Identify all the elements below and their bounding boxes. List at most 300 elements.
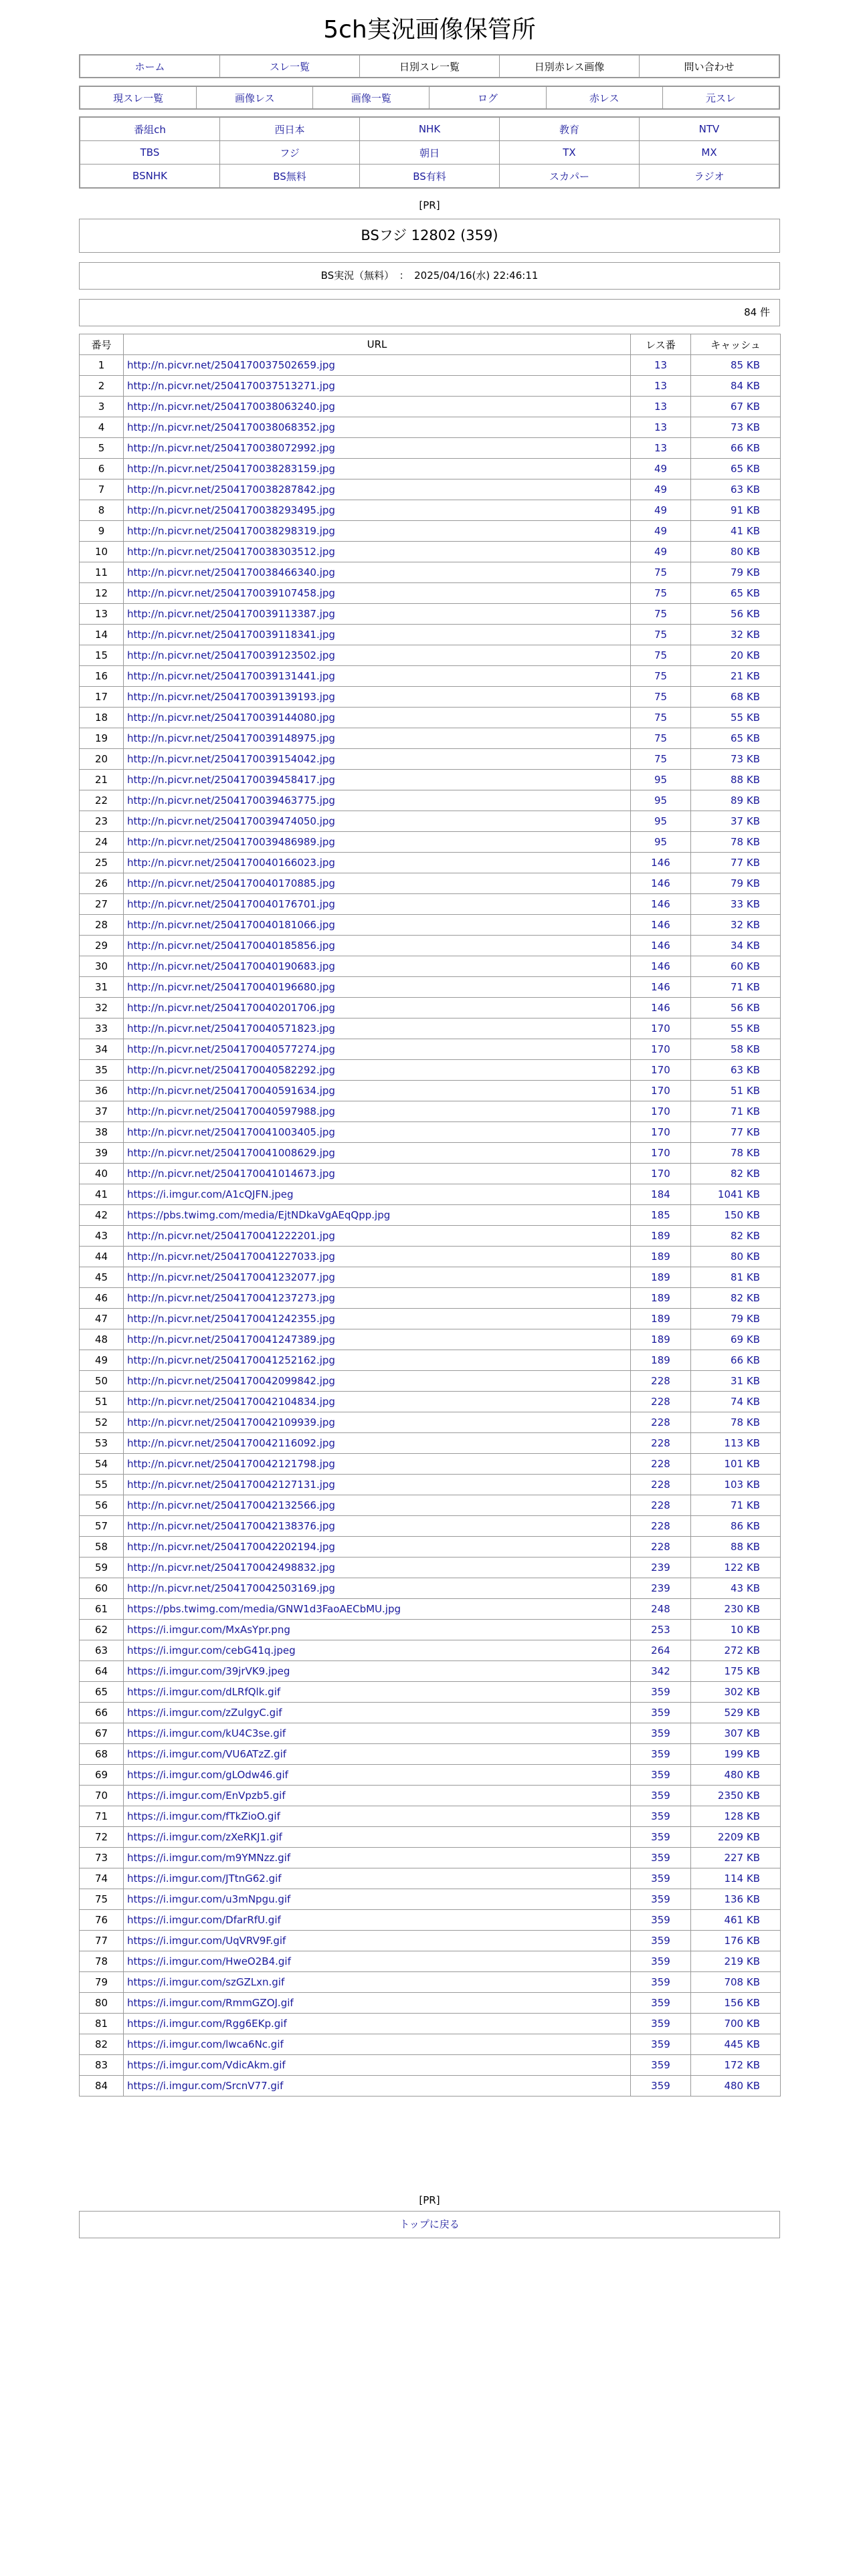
image-url-link[interactable]: http://n.picvr.net/2504170038283159.jpg [124,459,631,479]
cache-size-link[interactable]: 480 KB [691,1765,781,1786]
res-number-link[interactable]: 264 [631,1640,691,1661]
channel-link[interactable]: スカパー [500,165,640,188]
image-url-link[interactable]: http://n.picvr.net/2504170039139193.jpg [124,687,631,708]
res-number-link[interactable]: 228 [631,1454,691,1475]
image-url-link[interactable]: http://n.picvr.net/2504170038068352.jpg [124,417,631,438]
cache-size-link[interactable]: 175 KB [691,1661,781,1682]
cache-size-link[interactable]: 56 KB [691,604,781,625]
image-url-link[interactable]: https://i.imgur.com/JTtnG62.gif [124,1868,631,1889]
cache-size-link[interactable]: 156 KB [691,1993,781,2014]
res-number-link[interactable]: 146 [631,894,691,915]
res-number-link[interactable]: 13 [631,355,691,376]
cache-size-link[interactable]: 700 KB [691,2014,781,2034]
image-url-link[interactable]: http://n.picvr.net/2504170038072992.jpg [124,438,631,459]
image-url-link[interactable]: https://pbs.twimg.com/media/EjtNDkaVgAEqQpp.jpg [124,1205,631,1226]
image-url-link[interactable]: https://pbs.twimg.com/media/GNW1d3FaoAECbMU.jpg [124,1599,631,1620]
channel-link[interactable]: NHK [360,118,500,141]
image-url-link[interactable]: https://i.imgur.com/SrcnV77.gif [124,2076,631,2097]
image-url-link[interactable]: http://n.picvr.net/2504170039154042.jpg [124,749,631,770]
cache-size-link[interactable]: 272 KB [691,1640,781,1661]
image-url-link[interactable]: https://i.imgur.com/cebG41q.jpeg [124,1640,631,1661]
nav-image-list-link[interactable]: 画像一覧 [313,87,430,109]
res-number-link[interactable]: 228 [631,1537,691,1558]
res-number-link[interactable]: 359 [631,1910,691,1931]
image-url-link[interactable]: http://n.picvr.net/2504170038303512.jpg [124,542,631,562]
cache-size-link[interactable]: 60 KB [691,956,781,977]
res-number-link[interactable]: 146 [631,853,691,873]
res-number-link[interactable]: 75 [631,708,691,728]
cache-size-link[interactable]: 230 KB [691,1599,781,1620]
image-url-link[interactable]: http://n.picvr.net/2504170041252162.jpg [124,1350,631,1371]
image-url-link[interactable]: https://i.imgur.com/UqVRV9F.gif [124,1931,631,1951]
res-number-link[interactable]: 189 [631,1288,691,1309]
res-number-link[interactable]: 248 [631,1599,691,1620]
res-number-link[interactable]: 13 [631,376,691,397]
cache-size-link[interactable]: 113 KB [691,1433,781,1454]
image-url-link[interactable]: https://i.imgur.com/DfarRfU.gif [124,1910,631,1931]
cache-size-link[interactable]: 65 KB [691,459,781,479]
row-number: 66 [80,1703,124,1723]
channel-link[interactable]: フジ [220,141,360,165]
image-url-link[interactable]: http://n.picvr.net/2504170042109939.jpg [124,1412,631,1433]
channel-link[interactable]: ラジオ [640,165,779,188]
cache-size-link[interactable]: 10 KB [691,1620,781,1640]
image-url-link[interactable]: http://n.picvr.net/2504170037502659.jpg [124,355,631,376]
image-url-link[interactable]: http://n.picvr.net/2504170042121798.jpg [124,1454,631,1475]
table-row [80,1682,781,1703]
cache-size-link[interactable]: 84 KB [691,376,781,397]
res-number-link[interactable]: 75 [631,604,691,625]
image-url-link[interactable]: http://n.picvr.net/2504170041227033.jpg [124,1247,631,1267]
image-url-link[interactable]: http://n.picvr.net/2504170041242355.jpg [124,1309,631,1329]
image-url-link[interactable]: http://n.picvr.net/2504170041008629.jpg [124,1143,631,1164]
image-url-link[interactable]: http://n.picvr.net/2504170038293495.jpg [124,500,631,521]
res-number-link[interactable]: 359 [631,2055,691,2076]
nav-daily-threads-link[interactable]: 日別スレ一覧 [360,56,500,78]
res-number-link[interactable]: 146 [631,915,691,936]
res-number-link[interactable]: 359 [631,1806,691,1827]
res-number-link[interactable]: 228 [631,1392,691,1412]
cache-size-link[interactable]: 80 KB [691,1247,781,1267]
image-url-link[interactable]: https://i.imgur.com/Rgg6EKp.gif [124,2014,631,2034]
res-number-link[interactable]: 75 [631,666,691,687]
cache-size-link[interactable]: 122 KB [691,1558,781,1578]
res-number-link[interactable]: 359 [631,1993,691,2014]
cache-size-link[interactable]: 461 KB [691,1910,781,1931]
image-url-link[interactable]: https://i.imgur.com/dLRfQlk.gif [124,1682,631,1703]
res-number-link[interactable]: 359 [631,1765,691,1786]
res-number-link[interactable]: 95 [631,832,691,853]
cache-size-link[interactable]: 89 KB [691,790,781,811]
cache-size-link[interactable]: 2350 KB [691,1786,781,1806]
board-info: BS実況（無料） ： 2025/04/16(水) 22:46:11 [79,262,780,290]
cache-size-link[interactable]: 65 KB [691,728,781,749]
res-number-link[interactable]: 146 [631,956,691,977]
res-number-link[interactable]: 359 [631,2034,691,2055]
res-number-link[interactable]: 170 [631,1060,691,1081]
cache-size-link[interactable]: 88 KB [691,1537,781,1558]
cache-size-link[interactable]: 101 KB [691,1454,781,1475]
res-number-link[interactable]: 359 [631,2076,691,2097]
res-number-link[interactable]: 359 [631,1972,691,1993]
cache-size-link[interactable]: 51 KB [691,1081,781,1101]
image-url-link[interactable]: http://n.picvr.net/2504170039131441.jpg [124,666,631,687]
res-number-link[interactable]: 75 [631,583,691,604]
image-url-link[interactable]: http://n.picvr.net/2504170040201706.jpg [124,998,631,1018]
res-number-link[interactable]: 170 [631,1164,691,1184]
table-row [80,1723,781,1744]
cache-size-link[interactable]: 86 KB [691,1516,781,1537]
cache-size-link[interactable]: 55 KB [691,708,781,728]
res-number-link[interactable]: 13 [631,438,691,459]
nav-red-res-link[interactable]: 赤レス [546,87,662,109]
image-url-link[interactable]: https://i.imgur.com/EnVpzb5.gif [124,1786,631,1806]
image-url-link[interactable]: http://n.picvr.net/2504170041247389.jpg [124,1329,631,1350]
res-number-link[interactable]: 49 [631,521,691,542]
res-number-link[interactable]: 359 [631,1889,691,1910]
res-number-link[interactable]: 146 [631,998,691,1018]
res-number-link[interactable]: 170 [631,1081,691,1101]
cache-size-link[interactable]: 88 KB [691,770,781,790]
channel-link[interactable]: TBS [80,141,220,165]
cache-size-link[interactable]: 68 KB [691,687,781,708]
cache-size-link[interactable]: 74 KB [691,1392,781,1412]
image-url-link[interactable]: https://i.imgur.com/fTkZioO.gif [124,1806,631,1827]
cache-size-link[interactable]: 82 KB [691,1164,781,1184]
cache-size-link[interactable]: 176 KB [691,1931,781,1951]
cache-size-link[interactable]: 71 KB [691,1495,781,1516]
cache-size-link[interactable]: 31 KB [691,1371,781,1392]
back-to-top-link[interactable]: トップに戻る [79,2211,780,2238]
cache-size-link[interactable]: 66 KB [691,438,781,459]
channel-link[interactable]: 教育 [500,118,640,141]
res-number-link[interactable]: 75 [631,625,691,645]
image-url-link[interactable]: http://n.picvr.net/2504170040597988.jpg [124,1101,631,1122]
table-row [80,770,781,790]
image-url-link[interactable]: https://i.imgur.com/VdicAkm.gif [124,2055,631,2076]
image-url-link[interactable]: https://i.imgur.com/kU4C3se.gif [124,1723,631,1744]
image-url-link[interactable]: http://n.picvr.net/2504170038063240.jpg [124,397,631,417]
cache-size-link[interactable]: 41 KB [691,521,781,542]
cache-size-link[interactable]: 71 KB [691,1101,781,1122]
image-url-link[interactable]: http://n.picvr.net/2504170042498832.jpg [124,1558,631,1578]
cache-size-link[interactable]: 34 KB [691,936,781,956]
res-number-link[interactable]: 359 [631,2014,691,2034]
res-number-link[interactable]: 75 [631,562,691,583]
cache-size-link[interactable]: 66 KB [691,1350,781,1371]
image-url-link[interactable]: http://n.picvr.net/2504170040591634.jpg [124,1081,631,1101]
res-number-link[interactable]: 146 [631,977,691,998]
image-url-link[interactable]: https://i.imgur.com/VU6ATzZ.gif [124,1744,631,1765]
cache-size-link[interactable]: 63 KB [691,1060,781,1081]
res-number-link[interactable]: 170 [631,1018,691,1039]
res-number-link[interactable]: 49 [631,500,691,521]
res-number-link[interactable]: 228 [631,1475,691,1495]
image-url-link[interactable]: http://n.picvr.net/2504170039458417.jpg [124,770,631,790]
image-url-link[interactable]: https://i.imgur.com/39jrVK9.jpeg [124,1661,631,1682]
cache-size-link[interactable]: 56 KB [691,998,781,1018]
cache-size-link[interactable]: 78 KB [691,1143,781,1164]
res-number-link[interactable]: 228 [631,1412,691,1433]
res-number-link[interactable]: 189 [631,1226,691,1247]
image-url-link[interactable]: http://n.picvr.net/2504170039123502.jpg [124,645,631,666]
res-number-link[interactable]: 228 [631,1371,691,1392]
cache-size-link[interactable]: 37 KB [691,811,781,832]
row-number: 23 [80,811,124,832]
cache-size-link[interactable]: 58 KB [691,1039,781,1060]
image-url-link[interactable]: http://n.picvr.net/2504170042104834.jpg [124,1392,631,1412]
image-url-link[interactable]: https://i.imgur.com/szGZLxn.gif [124,1972,631,1993]
nav-image-res-link[interactable]: 画像レス [197,87,313,109]
cache-size-link[interactable]: 79 KB [691,1309,781,1329]
image-url-link[interactable]: http://n.picvr.net/2504170040582292.jpg [124,1060,631,1081]
res-number-link[interactable]: 146 [631,873,691,894]
res-number-link[interactable]: 170 [631,1122,691,1143]
row-number: 65 [80,1682,124,1703]
image-url-link[interactable]: http://n.picvr.net/2504170040571823.jpg [124,1018,631,1039]
header-number: 番号 [80,334,124,355]
table-row [80,1599,781,1620]
image-url-link[interactable]: https://i.imgur.com/gLOdw46.gif [124,1765,631,1786]
nav-current-threads-link[interactable]: 現スレ一覧 [80,87,197,109]
res-number-link[interactable]: 95 [631,770,691,790]
cache-size-link[interactable]: 32 KB [691,915,781,936]
image-url-link[interactable]: http://n.picvr.net/2504170037513271.jpg [124,376,631,397]
image-url-link[interactable]: http://n.picvr.net/2504170039118341.jpg [124,625,631,645]
image-url-link[interactable]: http://n.picvr.net/2504170040181066.jpg [124,915,631,936]
image-url-link[interactable]: http://n.picvr.net/2504170040185856.jpg [124,936,631,956]
cache-size-link[interactable]: 78 KB [691,832,781,853]
cache-size-link[interactable]: 227 KB [691,1848,781,1868]
res-number-link[interactable]: 185 [631,1205,691,1226]
cache-size-link[interactable]: 73 KB [691,417,781,438]
res-number-link[interactable]: 49 [631,542,691,562]
cache-size-link[interactable]: 91 KB [691,500,781,521]
res-number-link[interactable]: 184 [631,1184,691,1205]
channel-link[interactable]: 番組ch [80,118,220,141]
image-url-link[interactable]: http://n.picvr.net/2504170040190683.jpg [124,956,631,977]
image-url-link[interactable]: https://i.imgur.com/zZulgyC.gif [124,1703,631,1723]
image-url-link[interactable]: http://n.picvr.net/2504170038298319.jpg [124,521,631,542]
cache-size-link[interactable]: 71 KB [691,977,781,998]
cache-size-link[interactable]: 480 KB [691,2076,781,2097]
cache-size-link[interactable]: 307 KB [691,1723,781,1744]
channel-link[interactable]: BS有料 [360,165,500,188]
row-number: 40 [80,1164,124,1184]
nav-contact-link[interactable]: 問い合わせ [640,56,779,78]
cache-size-link[interactable]: 20 KB [691,645,781,666]
res-number-link[interactable]: 239 [631,1578,691,1599]
channel-link[interactable]: BSNHK [80,165,220,188]
res-number-link[interactable]: 228 [631,1516,691,1537]
table-row [80,811,781,832]
image-url-link[interactable]: https://i.imgur.com/A1cQJFN.jpeg [124,1184,631,1205]
channel-link[interactable]: TX [500,141,640,165]
image-url-link[interactable]: http://n.picvr.net/2504170039474050.jpg [124,811,631,832]
res-number-link[interactable]: 359 [631,1827,691,1848]
cache-size-link[interactable]: 21 KB [691,666,781,687]
table-row [80,832,781,853]
res-number-link[interactable]: 95 [631,790,691,811]
image-url-link[interactable]: http://n.picvr.net/2504170041237273.jpg [124,1288,631,1309]
res-number-link[interactable]: 189 [631,1350,691,1371]
cache-size-link[interactable]: 2209 KB [691,1827,781,1848]
image-url-link[interactable]: http://n.picvr.net/2504170038287842.jpg [124,479,631,500]
res-number-link[interactable]: 49 [631,479,691,500]
res-number-link[interactable]: 170 [631,1039,691,1060]
image-url-link[interactable]: http://n.picvr.net/2504170040170885.jpg [124,873,631,894]
image-url-link[interactable]: http://n.picvr.net/2504170042132566.jpg [124,1495,631,1516]
image-url-link[interactable]: http://n.picvr.net/2504170042138376.jpg [124,1516,631,1537]
nav-home-link[interactable]: ホーム [80,56,220,78]
image-url-link[interactable]: http://n.picvr.net/2504170040577274.jpg [124,1039,631,1060]
res-number-link[interactable]: 189 [631,1329,691,1350]
cache-size-link[interactable]: 63 KB [691,479,781,500]
image-url-link[interactable]: http://n.picvr.net/2504170042099842.jpg [124,1371,631,1392]
image-url-link[interactable]: http://n.picvr.net/2504170040176701.jpg [124,894,631,915]
image-url-link[interactable]: http://n.picvr.net/2504170041014673.jpg [124,1164,631,1184]
res-number-link[interactable]: 13 [631,397,691,417]
cache-size-link[interactable]: 445 KB [691,2034,781,2055]
cache-size-link[interactable]: 85 KB [691,355,781,376]
image-url-link[interactable]: http://n.picvr.net/2504170041003405.jpg [124,1122,631,1143]
table-row [80,542,781,562]
channel-link[interactable]: 西日本 [220,118,360,141]
nav-daily-red-images-link[interactable]: 日別赤レス画像 [500,56,640,78]
cache-size-link[interactable]: 302 KB [691,1682,781,1703]
cache-size-link[interactable]: 529 KB [691,1703,781,1723]
cache-size-link[interactable]: 65 KB [691,583,781,604]
image-table [79,334,781,2097]
image-url-link[interactable]: http://n.picvr.net/2504170038466340.jpg [124,562,631,583]
image-url-link[interactable]: https://i.imgur.com/m9YMNzz.gif [124,1848,631,1868]
image-url-link[interactable]: http://n.picvr.net/2504170039486989.jpg [124,832,631,853]
cache-size-link[interactable]: 172 KB [691,2055,781,2076]
cache-size-link[interactable]: 33 KB [691,894,781,915]
res-number-link[interactable]: 75 [631,687,691,708]
image-url-link[interactable]: https://i.imgur.com/MxAsYpr.png [124,1620,631,1640]
table-row [80,1205,781,1226]
image-url-link[interactable]: http://n.picvr.net/2504170039107458.jpg [124,583,631,604]
res-number-link[interactable]: 359 [631,1848,691,1868]
image-url-link[interactable]: http://n.picvr.net/2504170042202194.jpg [124,1537,631,1558]
cache-size-link[interactable]: 103 KB [691,1475,781,1495]
res-number-link[interactable]: 253 [631,1620,691,1640]
nav-original-thread-link[interactable]: 元スレ [662,87,779,109]
cache-size-link[interactable]: 77 KB [691,853,781,873]
image-url-link[interactable]: https://i.imgur.com/zXeRKJ1.gif [124,1827,631,1848]
image-url-link[interactable]: http://n.picvr.net/2504170041232077.jpg [124,1267,631,1288]
cache-size-link[interactable]: 81 KB [691,1267,781,1288]
cache-size-link[interactable]: 150 KB [691,1205,781,1226]
image-url-link[interactable]: http://n.picvr.net/2504170039144080.jpg [124,708,631,728]
res-number-link[interactable]: 359 [631,1682,691,1703]
cache-size-link[interactable]: 80 KB [691,542,781,562]
cache-size-link[interactable]: 136 KB [691,1889,781,1910]
res-number-link[interactable]: 170 [631,1143,691,1164]
image-url-link[interactable]: http://n.picvr.net/2504170039148975.jpg [124,728,631,749]
res-number-link[interactable]: 75 [631,728,691,749]
res-number-link[interactable]: 239 [631,1558,691,1578]
res-number-link[interactable]: 49 [631,459,691,479]
image-url-link[interactable]: https://i.imgur.com/HweO2B4.gif [124,1951,631,1972]
res-number-link[interactable]: 75 [631,645,691,666]
cache-size-link[interactable]: 82 KB [691,1288,781,1309]
res-number-link[interactable]: 359 [631,1868,691,1889]
image-url-link[interactable]: http://n.picvr.net/2504170040166023.jpg [124,853,631,873]
cache-size-link[interactable]: 199 KB [691,1744,781,1765]
image-url-link[interactable]: http://n.picvr.net/2504170042127131.jpg [124,1475,631,1495]
res-number-link[interactable]: 228 [631,1495,691,1516]
nav-thread-list-link[interactable]: スレ一覧 [220,56,360,78]
res-number-link[interactable]: 189 [631,1267,691,1288]
res-number-link[interactable]: 146 [631,936,691,956]
image-url-link[interactable]: http://n.picvr.net/2504170039113387.jpg [124,604,631,625]
cache-size-link[interactable]: 708 KB [691,1972,781,1993]
channel-link[interactable]: 朝日 [360,141,500,165]
res-number-link[interactable]: 13 [631,417,691,438]
image-url-link[interactable]: https://i.imgur.com/u3mNpgu.gif [124,1889,631,1910]
cache-size-link[interactable]: 67 KB [691,397,781,417]
cache-size-link[interactable]: 82 KB [691,1226,781,1247]
cache-size-link[interactable]: 114 KB [691,1868,781,1889]
cache-size-link[interactable]: 32 KB [691,625,781,645]
res-number-link[interactable]: 170 [631,1101,691,1122]
image-url-link[interactable]: http://n.picvr.net/2504170041222201.jpg [124,1226,631,1247]
cache-size-link[interactable]: 219 KB [691,1951,781,1972]
channel-link[interactable]: BS無料 [220,165,360,188]
res-number-link[interactable]: 359 [631,1931,691,1951]
nav-log-link[interactable]: ログ [430,87,546,109]
cache-size-link[interactable]: 78 KB [691,1412,781,1433]
channel-link[interactable]: NTV [640,118,779,141]
image-url-link[interactable]: http://n.picvr.net/2504170039463775.jpg [124,790,631,811]
image-url-link[interactable]: https://i.imgur.com/lwca6Nc.gif [124,2034,631,2055]
channel-link[interactable]: MX [640,141,779,165]
cache-size-link[interactable]: 79 KB [691,873,781,894]
image-url-link[interactable]: https://i.imgur.com/RmmGZOJ.gif [124,1993,631,2014]
res-number-link[interactable]: 189 [631,1247,691,1267]
res-number-link[interactable]: 359 [631,1744,691,1765]
cache-size-link[interactable]: 79 KB [691,562,781,583]
res-number-link[interactable]: 189 [631,1309,691,1329]
row-number: 46 [80,1288,124,1309]
table-row [80,1910,781,1931]
cache-size-link[interactable]: 77 KB [691,1122,781,1143]
image-url-link[interactable]: http://n.picvr.net/2504170040196680.jpg [124,977,631,998]
cache-size-link[interactable]: 43 KB [691,1578,781,1599]
cache-size-link[interactable]: 55 KB [691,1018,781,1039]
image-url-link[interactable]: http://n.picvr.net/2504170042116092.jpg [124,1433,631,1454]
cache-size-link[interactable]: 1041 KB [691,1184,781,1205]
res-number-link[interactable]: 359 [631,1951,691,1972]
res-number-link[interactable]: 75 [631,749,691,770]
cache-size-link[interactable]: 128 KB [691,1806,781,1827]
res-number-link[interactable]: 228 [631,1433,691,1454]
res-number-link[interactable]: 342 [631,1661,691,1682]
result-count: 84 件 [79,299,780,326]
res-number-link[interactable]: 359 [631,1723,691,1744]
res-number-link[interactable]: 359 [631,1703,691,1723]
table-row [80,1329,781,1350]
row-number: 76 [80,1910,124,1931]
cache-size-link[interactable]: 73 KB [691,749,781,770]
row-number: 61 [80,1599,124,1620]
cache-size-link[interactable]: 69 KB [691,1329,781,1350]
res-number-link[interactable]: 95 [631,811,691,832]
res-number-link[interactable]: 359 [631,1786,691,1806]
image-url-link[interactable]: http://n.picvr.net/2504170042503169.jpg [124,1578,631,1599]
